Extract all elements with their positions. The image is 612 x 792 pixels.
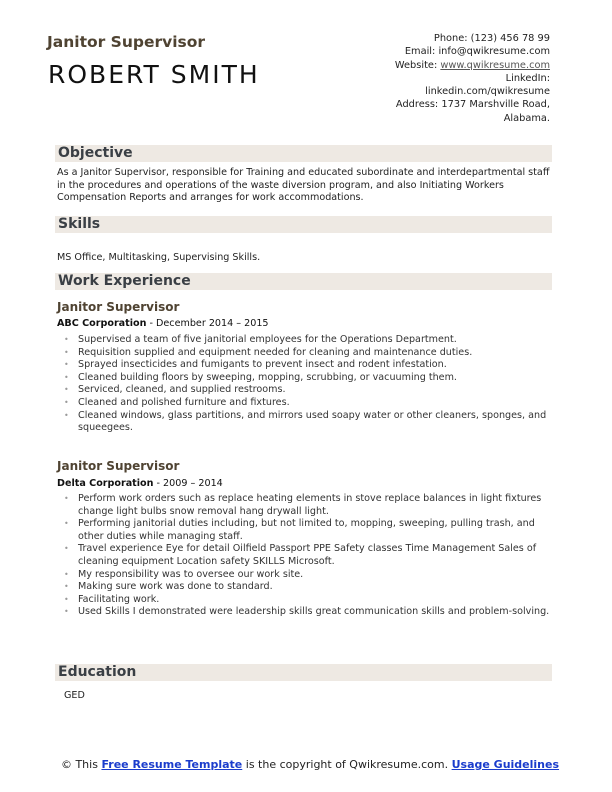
company-name: Delta Corporation <box>57 478 154 489</box>
footer-prefix: © This <box>60 758 102 771</box>
linkedin: linkedin.com/qwikresume <box>425 86 550 98</box>
skills-heading: Skills <box>55 216 552 233</box>
list-item: • Travel experience Eye for detail Oilfield Passport PPE Safety classes Time Management Sales of cleaning equipment Location safety SKILLS Microsoft. <box>78 543 556 568</box>
list-item: • Serviced, cleaned, and supplied restrooms. <box>78 384 556 397</box>
footer-middle: is the copyright of Qwikresume.com. <box>242 758 452 771</box>
company-name: ABC Corporation <box>57 318 147 329</box>
job-company-line <box>57 478 223 489</box>
job-title: Janitor Supervisor <box>57 300 180 314</box>
list-item: • My responsibility was to oversee our work site. <box>78 569 556 582</box>
list-item: • Facilitating work. <box>78 594 556 607</box>
usage-guidelines-link[interactable]: Usage Guidelines <box>451 758 560 771</box>
phone: Phone: (123) 456 78 99 <box>433 33 550 44</box>
linkedin-label: LinkedIn: <box>505 72 550 84</box>
free-resume-template-link[interactable]: Free Resume Template <box>101 758 243 771</box>
list-item: • Cleaned building floors by sweeping, mopping, scrubbing, or vacuuming them. <box>78 372 556 385</box>
address: Address: 1737 Marshville Road, <box>395 99 550 111</box>
objective-heading: Objective <box>55 145 552 162</box>
job-bullets <box>78 334 556 435</box>
list-item: • Requisition supplied and equipment needed for cleaning and maintenance duties. <box>78 347 556 360</box>
list-item: • Sprayed insecticides and fumigants to prevent insect and rodent infestation. <box>78 359 556 372</box>
job-dates: - 2009 – 2014 <box>153 478 223 489</box>
list-item: • Performing janitorial duties including, but not limited to, mopping, sweeping, pulling trash, and other duties while managing staff. <box>78 518 556 543</box>
job-dates: - December 2014 – 2015 <box>146 318 269 329</box>
email: Email: info@qwikresume.com <box>404 46 550 58</box>
list-item: • Perform work orders such as replace heating elements in stove replace balances in light fixtures change light bulbs snow removal hang drywall light. <box>78 493 556 518</box>
list-item: • Used Skills I demonstrated were leadership skills great communication skills and problem-solving. <box>78 606 556 619</box>
objective-text: As a Janitor Supervisor, responsible for Training and educated subordinate and interdepartmental staff in the procedures and operations of the waste diversion program, and also Initiating Workers Compensation Reports and arranges for work accommodations. <box>57 167 550 204</box>
list-item: • Cleaned windows, glass partitions, and mirrors used soapy water or other cleaners, sponges, and squeegees. <box>78 410 556 435</box>
list-item: • Making sure work was done to standard. <box>78 581 556 594</box>
candidate-name: ROBERT SMITH <box>48 60 260 89</box>
job-title: Janitor Supervisor <box>47 33 206 51</box>
footer <box>60 758 560 771</box>
list-item: • Supervised a team of five janitorial employees for the Operations Department. <box>78 334 556 347</box>
work-experience-heading: Work Experience <box>55 273 552 290</box>
job-title: Janitor Supervisor <box>57 459 180 473</box>
website-link[interactable]: www.qwikresume.com <box>440 59 550 71</box>
education-text: GED <box>64 690 85 701</box>
website-label: Website: <box>394 59 441 71</box>
job-bullets <box>78 493 556 619</box>
list-item: • Cleaned and polished furniture and fixtures. <box>78 397 556 410</box>
job-company-line <box>57 318 269 329</box>
address-line2: Alabama. <box>503 112 550 124</box>
contact-block <box>350 32 550 125</box>
website <box>350 59 550 72</box>
education-heading: Education <box>55 664 552 681</box>
skills-text: MS Office, Multitasking, Supervising Skills. <box>57 252 261 263</box>
